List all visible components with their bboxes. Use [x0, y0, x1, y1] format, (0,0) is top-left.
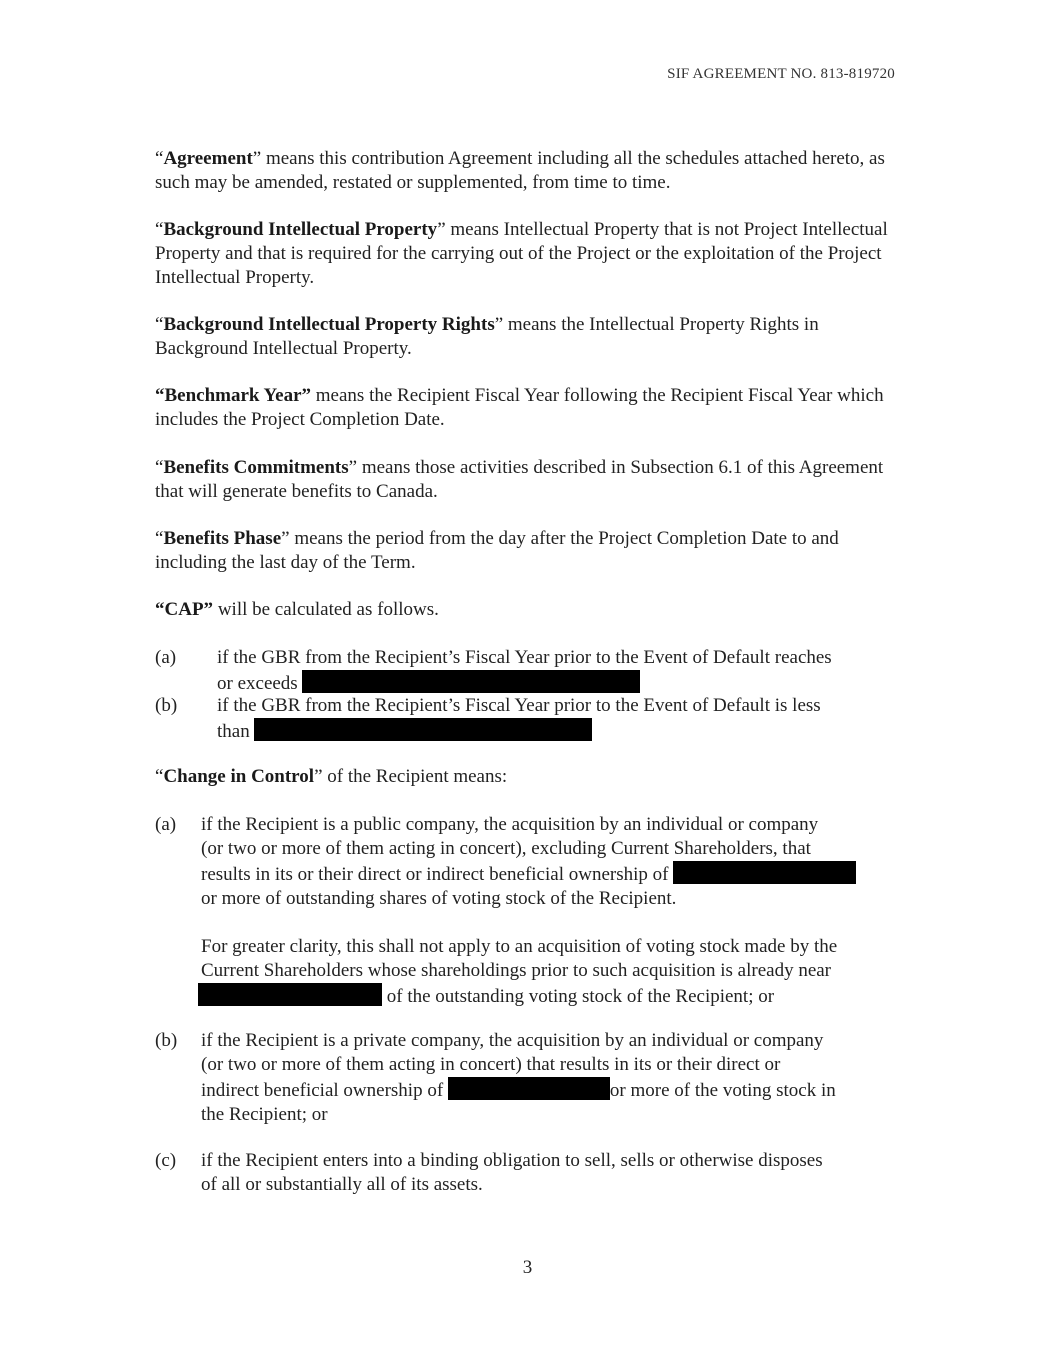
close-quote: ” — [314, 766, 323, 787]
item-line: of all or substantially all of its assets. — [201, 1174, 483, 1195]
definition-text: means the Intellectual Property Rights in Background Intellectual Property. — [155, 314, 819, 359]
item-line: than — [217, 721, 250, 742]
item-line: or exceeds — [217, 673, 298, 694]
item-line: (or two or more of them acting in concert), excluding Current Shareholders, that — [201, 838, 811, 859]
open-quote: “ — [155, 314, 164, 335]
agreement-number-header: SIF AGREEMENT NO. 813-819720 — [667, 66, 895, 82]
term-cap: “CAP” — [155, 599, 214, 620]
open-quote: “ — [155, 148, 164, 169]
page-number: 3 — [522, 1257, 533, 1278]
definition-benefits-phase — [155, 527, 900, 575]
item-label: (b) — [155, 1030, 178, 1051]
definition-text: means those activities described in Subsection 6.1 of this Agreement that will generate benefits to Canada. — [155, 457, 884, 502]
term-background-ip-rights: Background Intellectual Property Rights — [163, 314, 495, 335]
definition-cap — [155, 598, 900, 622]
open-quote: “ — [155, 766, 164, 787]
item-line: if the GBR from the Recipient’s Fiscal Year prior to the Event of Default is less — [217, 695, 821, 716]
item-line: if the GBR from the Recipient’s Fiscal Year prior to the Event of Default reaches — [217, 647, 832, 668]
item-line: if the Recipient is a public company, the acquisition by an individual or company — [201, 814, 819, 835]
term-change-in-control: Change in Control — [163, 766, 315, 787]
item-line: the Recipient; or — [201, 1104, 328, 1125]
close-quote: ” — [494, 314, 504, 335]
open-quote: “ — [155, 219, 164, 240]
term-background-ip: Background Intellectual Property — [163, 219, 438, 240]
definition-text: means this contribution Agreement including all the schedules attached hereto, as such may be amended, restated or supplemented, from time to time. — [155, 148, 885, 193]
open-quote: “ — [155, 528, 164, 549]
definition-benefits-commitments — [155, 456, 900, 504]
redaction-block — [302, 670, 640, 693]
definition-agreement — [155, 147, 900, 195]
definition-text: will be calculated as follows. — [213, 599, 439, 620]
item-line: if the Recipient is a private company, the acquisition by an individual or company — [201, 1030, 824, 1051]
item-line: if the Recipient enters into a binding obligation to sell, sells or otherwise disposes — [201, 1150, 823, 1171]
change-in-control-item-a — [155, 813, 900, 1007]
item-label: (a) — [155, 647, 177, 668]
clarity-line: For greater clarity, this shall not apply to an acquisition of voting stock made by the — [201, 936, 838, 957]
definition-background-ip — [155, 218, 900, 290]
change-in-control-item-b — [155, 1029, 900, 1125]
term-benefits-phase: Benefits Phase — [163, 528, 282, 549]
redaction-block — [198, 983, 382, 1006]
close-quote: ” — [348, 457, 358, 478]
close-quote: ” — [437, 219, 446, 240]
item-line: (or two or more of them acting in concert) that results in its or their direct or — [201, 1054, 781, 1075]
item-line: results in its or their direct or indirect beneficial ownership of — [201, 864, 669, 885]
item-line: or more of the voting stock in — [609, 1080, 836, 1101]
definition-text: means the Recipient Fiscal Year following the Recipient Fiscal Year which includes the Project Completion Date. — [155, 385, 884, 430]
close-quote: ” — [252, 148, 262, 169]
redaction-block — [254, 718, 592, 741]
definition-background-ip-rights — [155, 313, 900, 361]
redaction-block — [448, 1077, 610, 1100]
item-label: (a) — [155, 814, 177, 835]
open-quote: “ — [155, 457, 164, 478]
definition-text: means the period from the day after the Project Completion Date to and including the last day of the Term. — [155, 528, 839, 573]
definition-change-in-control — [155, 765, 900, 789]
item-label: (b) — [155, 695, 178, 716]
change-in-control-item-c — [155, 1149, 900, 1197]
cap-item-b — [155, 694, 900, 742]
item-label: (c) — [155, 1150, 177, 1171]
term-agreement: Agreement — [163, 148, 253, 169]
close-quote: ” — [281, 528, 290, 549]
definition-benchmark-year — [155, 384, 900, 432]
clarity-line: of the outstanding voting stock of the Recipient; or — [386, 986, 775, 1007]
item-line: or more of outstanding shares of voting stock of the Recipient. — [201, 888, 677, 909]
item-line: indirect beneficial ownership of — [201, 1080, 444, 1101]
cap-item-a — [155, 646, 900, 694]
term-benefits-commitments: Benefits Commitments — [163, 457, 349, 478]
term-benchmark-year: “Benchmark Year” — [155, 385, 312, 406]
clarity-line: Current Shareholders whose shareholdings prior to such acquisition is already near — [201, 960, 832, 981]
redaction-block — [673, 861, 856, 884]
definition-text: means Intellectual Property that is not Project Intellectual Property and that is required for the carrying out of the Project or the exploitation of the Project Intellectual Property. — [155, 219, 888, 288]
definition-text: of the Recipient means: — [322, 766, 508, 787]
